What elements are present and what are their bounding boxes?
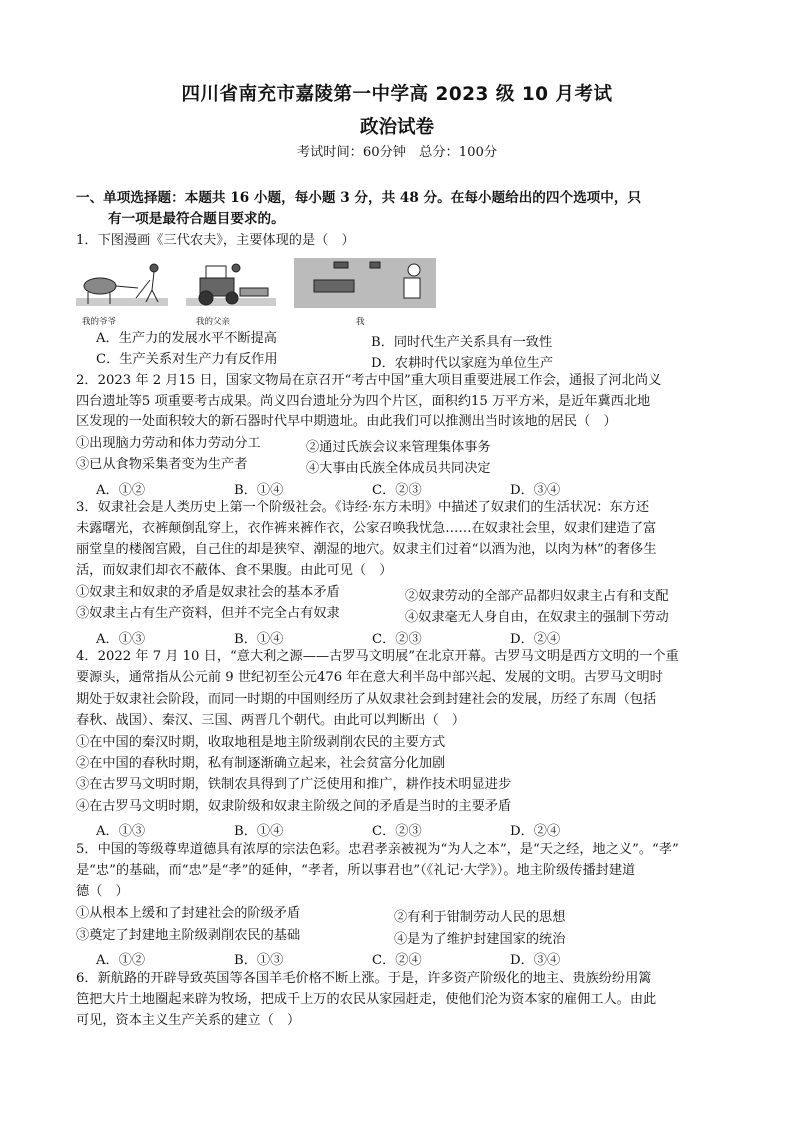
q3-stem-line: 丽堂皇的楼阁宫殿，自己住的却是狭窄、潮湿的地穴。奴隶主们过着“以酒为池，以肉为林”的奢侈生 — [76, 542, 657, 557]
q5-option-d[interactable]: D．③④ — [510, 953, 561, 968]
q2-option-c[interactable]: C．②③ — [372, 483, 422, 498]
q3-option-a[interactable]: A．①③ — [96, 632, 146, 647]
q5-stem-line: 是“忠”的基础，而“忠”是“孝”的延伸，“孝者，所以事君也”（《礼记·大学》）。地主阶级传播封建道 — [76, 863, 636, 878]
q3-stem-line: 3．奴隶社会是人类历史上第一个阶级社会。《诗经·东方未明》中描述了奴隶们的生活状况：东方还 — [76, 500, 650, 515]
q4-statement-3: ③在古罗马文明时期，铁制农具得到了广泛使用和推广，耕作技术明显进步 — [76, 777, 512, 792]
q5-statement-3: ③奠定了封建地主阶级剥削农民的基础 — [76, 928, 301, 943]
q5-statement-1: ①从根本上缓和了封建社会的阶级矛盾 — [76, 906, 301, 921]
q2-statement-2: ②通过氏族会议来管理集体事务 — [306, 440, 491, 455]
q4-statement-4: ④在古罗马文明时期，奴隶阶级和奴隶主阶级之间的矛盾是当时的主要矛盾 — [76, 799, 512, 814]
q6-stem-line: 可见，资本主义生产关系的建立（ ） — [76, 1013, 301, 1028]
q5-statement-4: ④是为了维护封建国家的统治 — [394, 932, 566, 947]
q4-stem-line: 期处于奴隶社会阶段，而同一时期的中国则经历了从奴隶社会到封建社会的发展，历经了东周（包括 — [76, 692, 657, 707]
q2-statement-3: ③已从食物采集者变为生产者 — [76, 457, 248, 472]
q3-options — [96, 628, 648, 647]
q4-option-d[interactable]: D．②④ — [510, 824, 561, 839]
q2-statement-4: ④大事由氏族全体成员共同决定 — [306, 461, 491, 476]
q5-options — [96, 949, 648, 968]
q3-statement-2: ②奴隶劳动的全部产品都归奴隶主占有和支配 — [405, 589, 669, 604]
q4-option-c[interactable]: C．②③ — [372, 824, 422, 839]
caption-father: 我的父亲 — [196, 317, 231, 327]
cartoon-three-generations — [76, 258, 436, 314]
q3-statement-3: ③奴隶主占有生产资料，但并不完全占有奴隶 — [76, 606, 340, 621]
q2-option-d[interactable]: D．③④ — [510, 483, 561, 498]
q5-stem-line: 德（ ） — [76, 884, 129, 899]
q4-option-a[interactable]: A．①③ — [96, 824, 146, 839]
panel-grandfather — [76, 264, 168, 306]
q1-stem: 1．下图漫画《三代农夫》，主要体现的是（ ） — [76, 233, 355, 248]
q1-option-a[interactable]: A．生产力的发展水平不断提高 — [96, 331, 277, 346]
exam-meta: 考试时间：60分钟 总分：100分 — [296, 145, 498, 160]
q5-stem-line: 5．中国的等级尊卑道德具有浓厚的宗法色彩。忠君孝亲被视为“为人之本”，是“天之经，地之义”。“孝” — [76, 842, 679, 857]
q2-statement-1: ①出现脑力劳动和体力劳动分工 — [76, 436, 261, 451]
q4-option-b[interactable]: B．①④ — [234, 824, 284, 839]
panel-me — [294, 258, 436, 308]
q4-statement-2: ②在中国的春秋时期，私有制逐渐确立起来，社会贫富分化加剧 — [76, 756, 446, 771]
q5-statement-2: ②有利于钳制劳动人民的思想 — [394, 910, 566, 925]
q3-option-d[interactable]: D．②④ — [510, 632, 561, 647]
q2-stem-line: 2．2023 年 2 月15 日，国家文物局在京召开“考古中国”重大项目重要进展工作会，通报了河北尚义 — [76, 373, 662, 388]
q4-statement-1: ①在中国的秦汉时期，收取地租是地主阶级剥削农民的主要方式 — [76, 735, 446, 750]
q5-option-a[interactable]: A．①② — [96, 953, 146, 968]
exam-title: 四川省南充市嘉陵第一中学高 2023 级 10 月考试 — [181, 84, 613, 105]
q5-option-b[interactable]: B．①③ — [234, 953, 284, 968]
q3-option-b[interactable]: B．①④ — [234, 632, 284, 647]
q3-statement-4: ④奴隶毫无人身自由，在奴隶主的强制下劳动 — [405, 610, 669, 625]
caption-me: 我 — [356, 317, 365, 327]
q2-options — [96, 479, 648, 498]
q4-stem-line: 4．2022 年 7 月 10 日，“意大利之源——古罗马文明展”在北京开幕。古罗马文明是西方文明的一个重 — [76, 649, 679, 664]
q3-option-c[interactable]: C．②③ — [372, 632, 422, 647]
q5-option-c[interactable]: C．②④ — [372, 953, 422, 968]
section-heading-cont: 有一项是最符合题目要求的。 — [108, 211, 285, 227]
q4-options — [96, 820, 648, 839]
q2-stem-line: 区发现的一处面积较大的新石器时代早中期遗址。由此我们可以推测出当时该地的居民（ ） — [76, 414, 617, 429]
section-heading: 一、单项选择题：本题共 16 小题，每小题 3 分，共 48 分。在每小题给出的四个选项中，只 — [76, 190, 642, 206]
q2-option-b[interactable]: B．①④ — [234, 483, 284, 498]
q6-stem-line: 6．新航路的开辟导致英国等各国羊毛价格不断上涨。于是，许多资产阶级化的地主、贵族纷纷用篱 — [76, 971, 652, 986]
caption-grandfather: 我的爷爷 — [82, 317, 117, 327]
panel-father — [186, 264, 276, 306]
q3-statement-1: ①奴隶主和奴隶的矛盾是奴隶社会的基本矛盾 — [76, 585, 340, 600]
q4-stem-line: 要源头，通常指从公元前 9 世纪初至公元476 年在意大利半岛中部兴起、发展的文明。古罗马文明时 — [76, 670, 663, 685]
q4-stem-line: 春秋、战国）、秦汉、三国、两晋几个朝代。由此可以判断出（ ） — [76, 713, 466, 728]
q2-stem-line: 四台遗址等5 项重要考古成果。尚义四台遗址分为四个片区，面积约15 万平方米，是近年冀西北地 — [76, 394, 651, 409]
q2-option-a[interactable]: A．①② — [96, 483, 146, 498]
exam-subject: 政治试卷 — [359, 117, 434, 138]
q3-stem-line: 活，而奴隶们却衣不蔽体、食不果腹。由此可见（ ） — [76, 563, 393, 578]
q6-stem-line: 笆把大片土地圈起来辟为牧场，把成千上万的农民从家园赶走，使他们沦为资本家的雇佣工人。由此 — [76, 992, 657, 1007]
q3-stem-line: 未露曙光，衣裤颠倒乱穿上，衣作裤来裤作衣，公家召唤我忧急……在奴隶社会里，奴隶们建造了富 — [76, 521, 657, 536]
q1-option-c[interactable]: C．生产关系对生产力有反作用 — [96, 352, 278, 367]
q1-option-d[interactable]: D．农耕时代以家庭为单位生产 — [371, 356, 554, 371]
q1-option-b[interactable]: B．同时代生产关系具有一致性 — [371, 335, 553, 350]
